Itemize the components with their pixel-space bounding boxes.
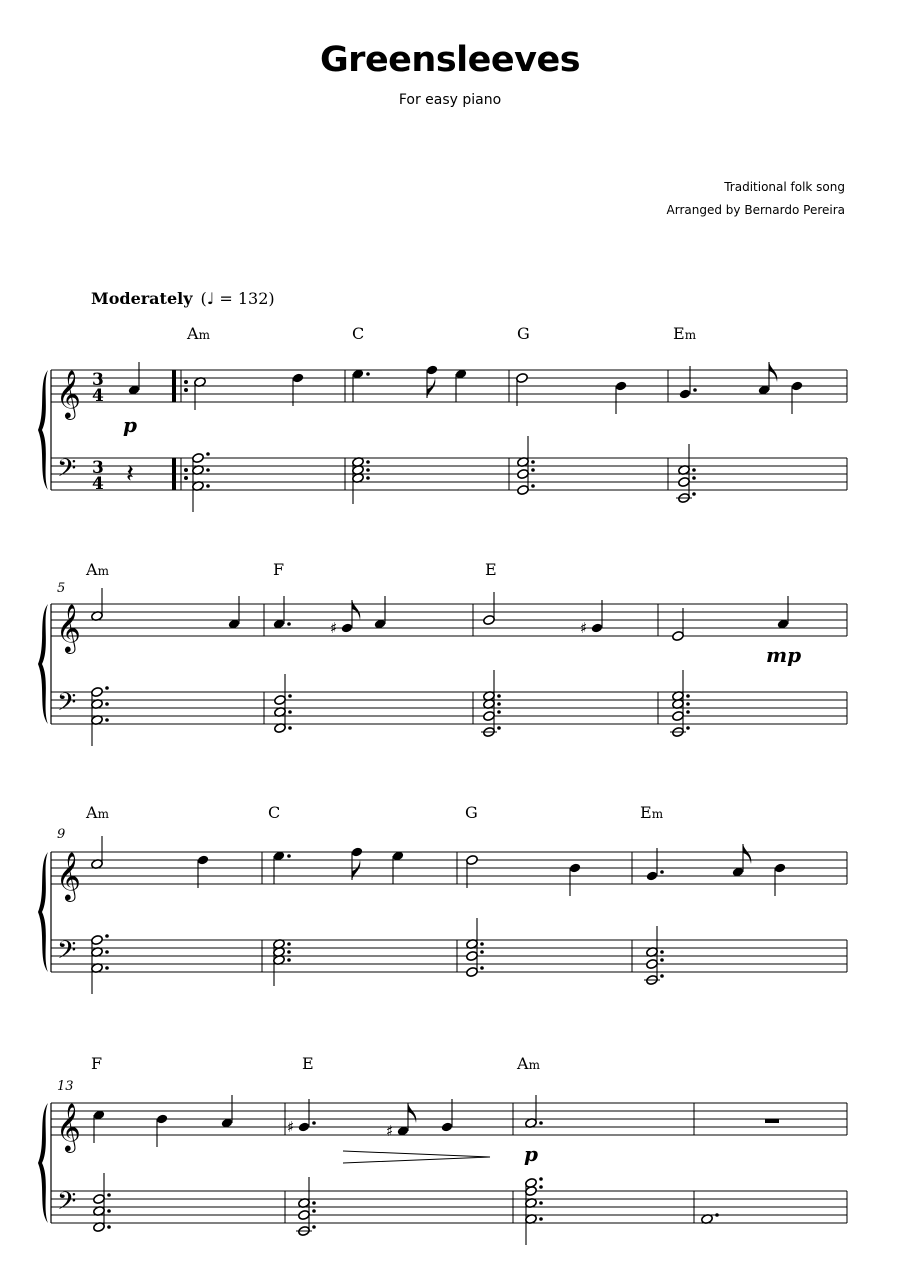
composer-credit: Traditional folk song bbox=[724, 180, 845, 194]
melody-note bbox=[483, 615, 496, 626]
chord-symbol: Am bbox=[86, 560, 109, 579]
melody-note bbox=[791, 381, 804, 392]
chord-note bbox=[517, 469, 530, 480]
augmentation-dot bbox=[288, 710, 292, 714]
augmentation-dot bbox=[531, 484, 535, 488]
sharp-sign: ♯ bbox=[386, 1122, 394, 1140]
augmentation-dot bbox=[105, 702, 109, 706]
bass-clef-icon: 𝄢 bbox=[57, 454, 77, 489]
augmentation-dot bbox=[287, 854, 291, 858]
half-rest bbox=[765, 1119, 779, 1123]
chord-note bbox=[91, 687, 104, 698]
melody-note bbox=[156, 1114, 169, 1125]
flag bbox=[427, 378, 435, 398]
sharp-sign: ♯ bbox=[580, 619, 588, 637]
system-4-chords bbox=[91, 1054, 541, 1073]
augmentation-dot bbox=[686, 710, 690, 714]
measure-number: 13 bbox=[57, 1079, 74, 1094]
chord-symbol: C bbox=[352, 324, 365, 343]
melody-note bbox=[341, 623, 354, 634]
repeat-dot bbox=[184, 388, 188, 392]
augmentation-dot bbox=[288, 726, 292, 730]
augmentation-dot bbox=[312, 1209, 316, 1213]
dynamic-marking: p bbox=[524, 1142, 538, 1166]
chord-symbol: E bbox=[485, 560, 497, 579]
augmentation-dot bbox=[287, 622, 291, 626]
melody-note bbox=[679, 389, 692, 400]
repeat-dot bbox=[184, 380, 188, 384]
chord-symbol: Em bbox=[673, 324, 697, 343]
piece-subtitle: For easy piano bbox=[398, 92, 502, 108]
quarter-rest: 𝄽 bbox=[126, 459, 134, 489]
chord-note bbox=[646, 959, 659, 970]
system-3-chords bbox=[85, 803, 664, 822]
repeat-thick-bar bbox=[172, 458, 176, 490]
chord-note bbox=[678, 477, 691, 488]
time-signature-bottom: 4 bbox=[92, 474, 104, 494]
flag bbox=[352, 860, 360, 880]
notation-layer bbox=[38, 362, 847, 1245]
chord-note bbox=[672, 711, 685, 722]
chord-symbol: F bbox=[273, 560, 285, 579]
dynamic-marking: p bbox=[123, 413, 137, 437]
treble-clef-icon: 𝄞 bbox=[56, 851, 81, 900]
melody-note bbox=[441, 1122, 454, 1133]
sharp-sign: ♯ bbox=[287, 1118, 295, 1136]
melody-note bbox=[646, 871, 659, 882]
augmentation-dot bbox=[287, 942, 291, 946]
system-1-chords bbox=[186, 324, 697, 343]
augmentation-dot bbox=[107, 1209, 111, 1213]
chord-note bbox=[93, 1194, 106, 1205]
brace bbox=[38, 370, 48, 490]
augmentation-dot bbox=[366, 372, 370, 376]
brace bbox=[38, 1103, 48, 1223]
treble-clef-icon: 𝄞 bbox=[56, 603, 81, 652]
repeat-thick-bar bbox=[172, 370, 176, 402]
augmentation-dot bbox=[287, 958, 291, 962]
flag bbox=[769, 362, 777, 382]
brace bbox=[38, 852, 48, 972]
chord-note bbox=[517, 485, 530, 496]
bass-clef-icon: 𝄢 bbox=[57, 688, 77, 723]
augmentation-dot bbox=[497, 726, 501, 730]
chord-symbol: Am bbox=[86, 803, 109, 822]
time-signature-bottom: 4 bbox=[92, 386, 104, 406]
augmentation-dot bbox=[693, 388, 697, 392]
augmentation-dot bbox=[692, 476, 696, 480]
decrescendo-hairpin bbox=[343, 1151, 490, 1163]
augmentation-dot bbox=[366, 476, 370, 480]
melody-note bbox=[466, 855, 479, 866]
repeat-dot bbox=[184, 468, 188, 472]
augmentation-dot bbox=[715, 1213, 719, 1217]
tempo-marking: Moderately (♩ = 132) bbox=[91, 289, 275, 308]
chord-symbol: C bbox=[268, 803, 281, 822]
augmentation-dot bbox=[206, 468, 210, 472]
sharp-sign: ♯ bbox=[330, 619, 338, 637]
augmentation-dot bbox=[531, 468, 535, 472]
augmentation-dot bbox=[660, 950, 664, 954]
treble-clef-icon: 𝄞 bbox=[56, 369, 81, 418]
augmentation-dot bbox=[539, 1217, 543, 1221]
flag bbox=[352, 600, 360, 620]
repeat-dot bbox=[184, 476, 188, 480]
augmentation-dot bbox=[206, 452, 210, 456]
melody-note bbox=[426, 365, 439, 376]
system-2-chords bbox=[85, 560, 497, 579]
augmentation-dot bbox=[312, 1121, 316, 1125]
piece-title: Greensleeves bbox=[319, 40, 581, 80]
augmentation-dot bbox=[105, 966, 109, 970]
augmentation-dot bbox=[686, 726, 690, 730]
augmentation-dot bbox=[107, 1225, 111, 1229]
melody-note bbox=[569, 863, 582, 874]
augmentation-dot bbox=[531, 460, 535, 464]
chord-note bbox=[466, 951, 479, 962]
time-signature-top: 3 bbox=[92, 370, 104, 390]
augmentation-dot bbox=[692, 492, 696, 496]
melody-note bbox=[292, 373, 305, 384]
augmentation-dot bbox=[539, 1121, 543, 1125]
augmentation-dot bbox=[288, 694, 292, 698]
augmentation-dot bbox=[480, 942, 484, 946]
augmentation-dot bbox=[105, 718, 109, 722]
augmentation-dot bbox=[497, 702, 501, 706]
time-signature-top: 3 bbox=[92, 458, 104, 478]
bass-clef-icon: 𝄢 bbox=[57, 936, 77, 971]
augmentation-dot bbox=[206, 484, 210, 488]
chord-symbol: E bbox=[302, 1054, 314, 1073]
chord-note bbox=[192, 453, 205, 464]
chord-symbol: Am bbox=[517, 1054, 540, 1073]
augmentation-dot bbox=[366, 468, 370, 472]
chord-symbol: F bbox=[91, 1054, 103, 1073]
arranger-credit: Arranged by Bernardo Pereira bbox=[666, 203, 845, 217]
augmentation-dot bbox=[660, 974, 664, 978]
augmentation-dot bbox=[539, 1185, 543, 1189]
augmentation-dot bbox=[497, 694, 501, 698]
augmentation-dot bbox=[497, 710, 501, 714]
bass-clef-icon: 𝄢 bbox=[57, 1187, 77, 1222]
augmentation-dot bbox=[366, 460, 370, 464]
chord-note bbox=[525, 1178, 538, 1189]
chord-symbol: G bbox=[465, 803, 478, 822]
melody-note bbox=[774, 863, 787, 874]
melody-note bbox=[591, 623, 604, 634]
measure-number: 9 bbox=[57, 827, 66, 842]
augmentation-dot bbox=[107, 1193, 111, 1197]
augmentation-dot bbox=[660, 870, 664, 874]
chord-note bbox=[466, 967, 479, 978]
augmentation-dot bbox=[287, 950, 291, 954]
augmentation-dot bbox=[105, 950, 109, 954]
melody-note bbox=[516, 373, 529, 384]
augmentation-dot bbox=[692, 468, 696, 472]
chord-note bbox=[91, 935, 104, 946]
melody-note bbox=[615, 381, 628, 392]
melody-note bbox=[298, 1122, 311, 1133]
melody-note bbox=[197, 855, 210, 866]
chord-symbol: Am bbox=[187, 324, 210, 343]
augmentation-dot bbox=[686, 694, 690, 698]
augmentation-dot bbox=[686, 702, 690, 706]
treble-clef-icon: 𝄞 bbox=[56, 1102, 81, 1151]
augmentation-dot bbox=[539, 1177, 543, 1181]
augmentation-dot bbox=[312, 1225, 316, 1229]
augmentation-dot bbox=[105, 686, 109, 690]
chord-note bbox=[274, 695, 287, 706]
melody-note bbox=[351, 847, 364, 858]
melody-note bbox=[672, 631, 685, 642]
augmentation-dot bbox=[660, 958, 664, 962]
augmentation-dot bbox=[312, 1201, 316, 1205]
chord-note bbox=[298, 1210, 311, 1221]
brace bbox=[38, 604, 48, 724]
chord-symbol: Em bbox=[640, 803, 664, 822]
augmentation-dot bbox=[480, 950, 484, 954]
chord-symbol: G bbox=[517, 324, 530, 343]
augmentation-dot bbox=[480, 966, 484, 970]
measure-number: 5 bbox=[57, 581, 66, 596]
flag bbox=[743, 844, 751, 864]
chord-note bbox=[483, 711, 496, 722]
dynamic-marking: mp bbox=[766, 643, 802, 667]
augmentation-dot bbox=[539, 1201, 543, 1205]
augmentation-dot bbox=[105, 934, 109, 938]
flag bbox=[408, 1103, 416, 1123]
